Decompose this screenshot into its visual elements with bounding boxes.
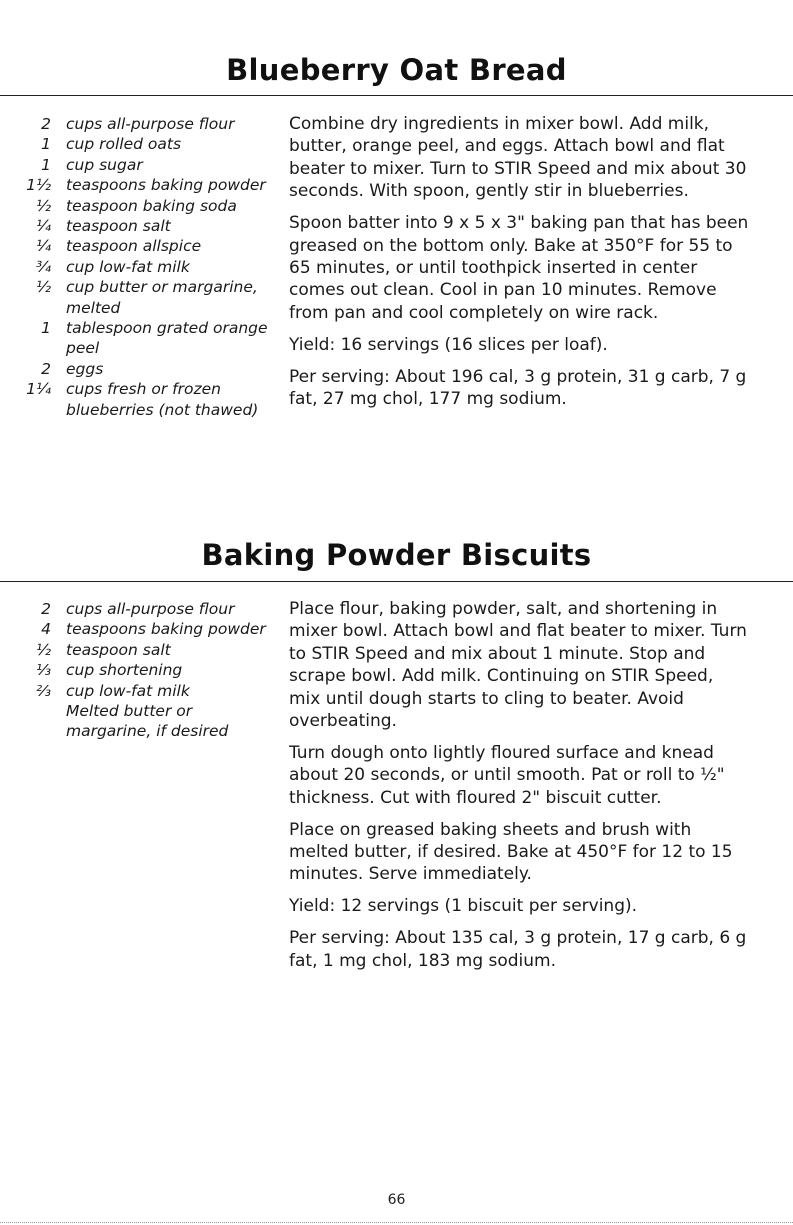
ingredient-item	[0, 640, 272, 660]
ingredient-list	[0, 599, 272, 742]
ingredient-item	[0, 216, 272, 236]
ingredient-text: cups all-purpose flour	[66, 600, 235, 618]
ingredient-item	[0, 196, 272, 216]
ingredient-qty: ⅔	[35, 681, 51, 700]
directions	[289, 598, 749, 982]
ingredient-item	[0, 236, 272, 256]
direction-paragraph: Combine dry ingredients in mixer bowl. Add milk, butter, orange peel, and eggs. Attach bowl and flat beater to mixer. Turn to STIR Speed and mix about 30 seconds. With spoon, gently stir in blueberries.	[289, 114, 747, 202]
yield-text: Yield: 12 servings (1 biscuit per serving).	[289, 896, 638, 917]
ingredient-qty: 1½	[26, 176, 51, 195]
ingredient-qty: 4	[41, 620, 51, 639]
ingredient-item	[0, 619, 272, 639]
ingredient-text: eggs	[66, 359, 104, 378]
ingredient-item	[0, 599, 272, 619]
ingredient-text: teaspoon allspice	[66, 237, 202, 256]
ingredient-item	[0, 359, 272, 379]
ingredient-item	[0, 318, 272, 359]
ingredient-text: teaspoon salt	[66, 217, 171, 236]
ingredient-text: teaspoons baking powder	[66, 176, 266, 195]
ingredient-qty: 2	[41, 600, 51, 618]
nutrition-text: Per serving: About 196 cal, 3 g protein, 31 g carb, 7 g fat, 27 mg chol, 177 mg sodium.	[289, 366, 747, 409]
ingredient-qty: ½	[35, 196, 51, 215]
direction-paragraph: Spoon batter into 9 x 5 x 3" baking pan that has been greased on the bottom only. Bake at 350°F for 55 to 65 minutes, or until toothpick inserted in center comes out clean. Cool in pan 10 minutes. Remove from pan and cool completely on wire rack.	[289, 213, 749, 323]
title-rule	[0, 581, 793, 582]
ingredient-item	[0, 155, 272, 175]
ingredient-text: cup low-fat milk	[66, 681, 190, 700]
ingredient-text: cup sugar	[66, 155, 143, 174]
page-number: 66	[387, 1192, 406, 1208]
ingredient-list	[0, 114, 272, 420]
recipe-title: Blueberry Oat Bread	[226, 53, 567, 87]
ingredient-item	[0, 379, 272, 420]
ingredient-qty: 2	[41, 115, 51, 133]
ingredient-item	[0, 681, 272, 701]
ingredient-item	[0, 175, 272, 195]
direction-paragraph: Turn dough onto lightly floured surface and knead about 20 seconds, or until smooth. Pat or roll to ½" thickness. Cut with floured 2" biscuit cutter.	[289, 742, 725, 808]
ingredient-item	[0, 277, 272, 318]
ingredient-qty: ½	[35, 278, 51, 297]
ingredient-text: cups all-purpose flour	[66, 115, 235, 133]
ingredient-text: cups fresh or frozen blueberries (not thawed)	[66, 380, 259, 419]
ingredient-text: teaspoon baking soda	[66, 196, 237, 215]
ingredient-text: cup low-fat milk	[66, 257, 190, 276]
ingredient-text: tablespoon grated orange peel	[66, 319, 268, 358]
ingredient-qty: 1	[41, 319, 51, 338]
ingredient-item	[0, 134, 272, 154]
title-rule	[0, 95, 793, 96]
ingredient-text: Melted butter or margarine, if desired	[66, 702, 229, 741]
ingredient-item	[0, 660, 272, 680]
ingredient-item	[0, 114, 272, 134]
ingredient-item	[0, 257, 272, 277]
ingredient-text: teaspoons baking powder	[66, 620, 266, 639]
ingredient-item	[0, 701, 272, 742]
yield-text: Yield: 16 servings (16 slices per loaf).	[289, 334, 608, 355]
direction-paragraph: Place on greased baking sheets and brush with melted butter, if desired. Bake at 450°F for 12 to 15 minutes. Serve immediately.	[289, 819, 733, 885]
recipe-title: Baking Powder Biscuits	[201, 538, 592, 572]
ingredient-text: cup rolled oats	[66, 135, 182, 154]
ingredient-qty: ¼	[35, 217, 51, 236]
ingredient-qty: ¼	[35, 237, 51, 256]
ingredient-qty: 1	[41, 155, 51, 174]
ingredient-qty: 1	[41, 135, 51, 154]
ingredient-qty: ½	[35, 640, 51, 659]
ingredient-qty: 1¼	[26, 380, 51, 399]
ingredient-qty: ¾	[35, 257, 51, 276]
ingredient-qty: 2	[41, 359, 51, 378]
ingredient-text: cup butter or margarine, melted	[66, 278, 258, 317]
directions	[289, 113, 749, 420]
ingredient-text: teaspoon salt	[66, 640, 171, 659]
direction-paragraph: Place flour, baking powder, salt, and shortening in mixer bowl. Attach bowl and flat beater to mixer. Turn to STIR Speed and mix about 1 minute. Stop and scrape bowl. Add milk. Continuing on STIR Speed, mix until dough starts to cling to beater. Avoid overbeating.	[289, 599, 747, 732]
nutrition-text: Per serving: About 135 cal, 3 g protein, 17 g carb, 6 g fat, 1 mg chol, 183 mg sodium.	[289, 928, 747, 971]
ingredient-qty: ⅓	[35, 661, 51, 680]
bottom-border	[0, 1222, 793, 1223]
ingredient-text: cup shortening	[66, 661, 183, 680]
